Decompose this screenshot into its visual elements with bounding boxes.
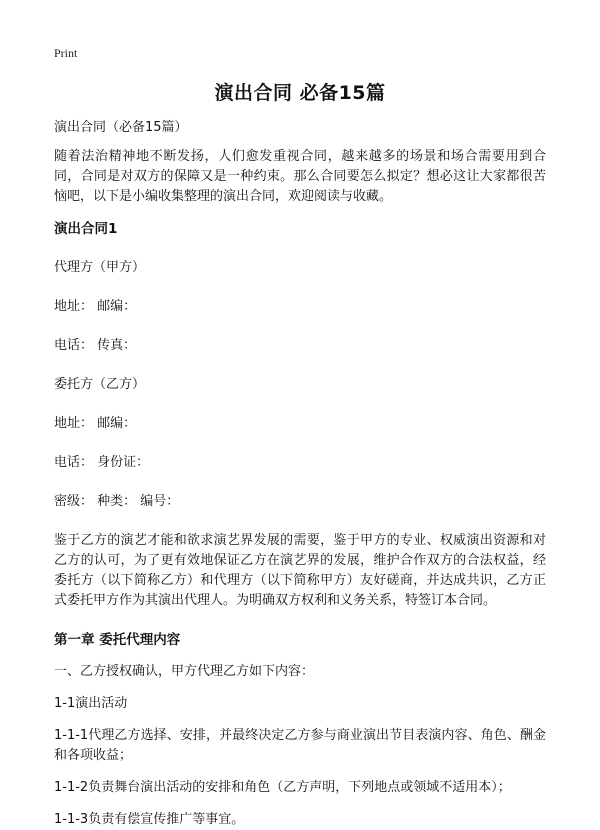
- print-link[interactable]: Print: [54, 46, 78, 60]
- party-a-phone: 电话： 传真：: [54, 338, 137, 353]
- clause-1: 一、乙方授权确认，甲方代理乙方如下内容：: [54, 664, 315, 679]
- clause-1-1: 1-1演出活动: [54, 696, 128, 711]
- party-a-address: 地址： 邮编：: [54, 299, 137, 314]
- chapter-heading: 第一章 委托代理内容: [54, 632, 181, 648]
- party-b-phone: 电话： 身份证：: [54, 455, 150, 470]
- document-title: 演出合同 必备15篇: [214, 82, 386, 104]
- clause-1-1-3: 1-1-3负责有偿宣传推广等事宜。: [54, 812, 245, 827]
- party-b-label: 委托方（乙方）: [54, 377, 146, 392]
- clause-1-1-2: 1-1-2负责舞台演出活动的安排和角色（乙方声明，下列地点或领域不适用本）；: [54, 780, 511, 795]
- document-body: [54, 118, 546, 830]
- classification-line: 密级： 种类： 编号：: [54, 494, 180, 509]
- document-subtitle: 演出合同（必备15篇）: [54, 120, 188, 135]
- section-heading: 演出合同1: [54, 221, 118, 237]
- clause-1-1-1: 1-1-1代理乙方选择、安排，并最终决定乙方参与商业演出节目表演内容、角色、酬金和各项收益；: [54, 728, 546, 763]
- preamble-paragraph: 鉴于乙方的演艺才能和欲求演艺界发展的需要，鉴于甲方的专业、权威演出资源和对乙方的认可，为了更有效地保证乙方在演艺界的发展，维护合作双方的合法权益，经委托方（以下简称乙方）和代理方（以下简称甲方）友好磋商，并达成共识，乙方正式委托甲方作为其演出代理人。为明确双方权利和义务关系，特签订本合同。: [54, 533, 546, 608]
- party-a-label: 代理方（甲方）: [54, 260, 146, 275]
- intro-paragraph: 随着法治精神地不断发扬，人们愈发重视合同，越来越多的场景和场合需要用到合同，合同是对双方的保障又是一种约束。那么合同要怎么拟定？想必这让大家都很苦恼吧，以下是小编收集整理的演出合同，欢迎阅读与收藏。: [54, 149, 546, 204]
- party-b-address: 地址： 邮编：: [54, 416, 137, 431]
